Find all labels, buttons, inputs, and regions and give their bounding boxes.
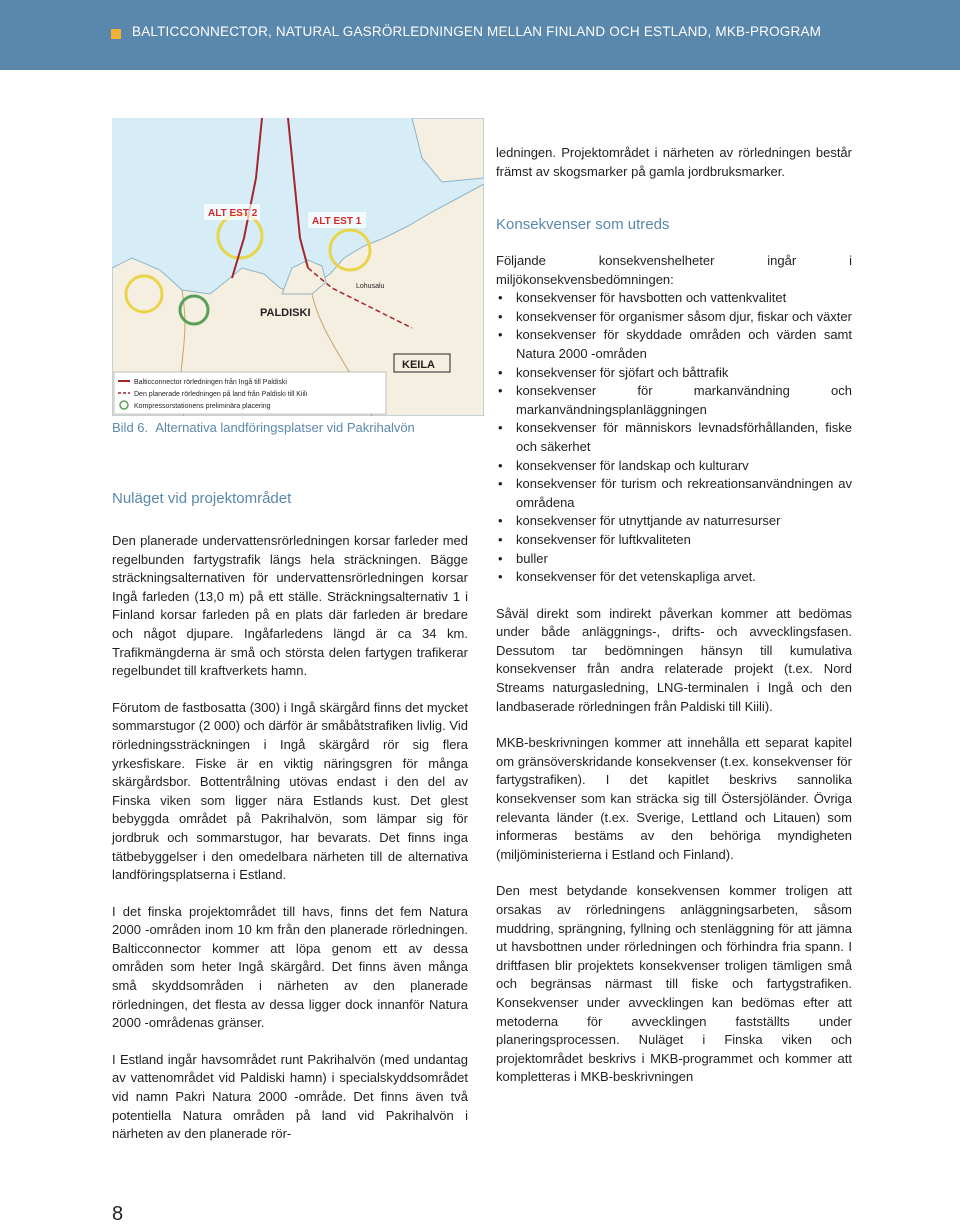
list-item: • konsekvenser för skyddade områden och värden samt Natura 2000 -områden	[496, 326, 852, 363]
caption-label: Bild 6.	[112, 420, 149, 435]
left-paragraph-2: Förutom de fastbosatta (300) i Ingå skärgård finns det mycket sommarstugor (2 000) och därför är småbåtstrafiken livlig. Vid rörledningssträckningen i Ingå skärgård rör sig flera yrkesfiskare. Fiske är en viktig näringsgren för många skärgårdsbor. Bottentrålning utövas endast i den del av Finska viken som ligger nära Estlands kust. Det glest bebyggda området på Pakrihalvön, som lämpar sig för jordbruk och sommarstugor, har bevarats. Det finns inga tätbebyggelser i den omedelbara närheten till de alternativa landföringsplatserna i Estland.	[112, 699, 468, 883]
map-legend-item-3: Kompressorstationens preliminära placering	[134, 403, 271, 410]
list-intro: Följande konsekvenshelheter ingår i miljökonsekvensbedömningen:	[496, 253, 852, 287]
map-keila-label: KEILA	[402, 359, 435, 371]
header-band	[0, 0, 960, 70]
map-lohusalu-label: Lohusalu	[356, 283, 385, 290]
list-item: • konsekvenser för utnyttjande av naturresurser	[496, 512, 852, 531]
map-legend-item-1: Balticconnector rörledningen från Ingå till Paldiski	[134, 379, 287, 386]
list-item: • konsekvenser för markanvändning och markanvändningsplanläggningen	[496, 382, 852, 419]
right-column	[496, 252, 852, 1087]
list-item: • konsekvenser för organismer såsom djur, fiskar och växter	[496, 308, 852, 327]
list-item: • konsekvenser för landskap och kulturarv	[496, 457, 852, 476]
list-item: • konsekvenser för det vetenskapliga arvet.	[496, 568, 852, 587]
right-paragraph-3: Den mest betydande konsekvensen kommer troligen att orsakas av rörledningens anläggningsarbeten, såsom muddring, sprängning, fyllning och stenläggning för att jämna ut havsbottnen under rörledningen och förhindra fria spann. I driftfasen blir projektets konsekvenser troligen tämligen små och begränsas närmast till fiske och fartygstrafiken. Konsekvenser under avvecklingen kan bedömas efter att metoderna för avvecklingen fastställts under planeringsprocessen. Nuläget i Finska viken och projektområdet beskrivs i MKB-programmet och kommer att kompletteras i MKB-beskrivningen	[496, 883, 852, 1085]
list-item: • konsekvenser för luftkvaliteten	[496, 531, 852, 550]
map-legend-item-2: Den planerade rörledningen på land från Paldiski till Kiili	[134, 391, 308, 398]
right-paragraph-2: MKB-beskrivningen kommer att innehålla ett separat kapitel om gränsöverskridande konsekvenser (t.ex. konsekvenser för fartygstrafiken). I det kapitlet beskrivs sannolika konsekvenser som kan sträcka sig till Östersjöländer. Övriga relevanta länder (t.ex. Sverige, Lettland och Litauen) som informeras bestäms av den behöriga myndigheten (miljöministerierna i Estland och Finland).	[496, 735, 852, 862]
map-svg	[112, 118, 484, 416]
document-title: BALTICCONNECTOR, NATURAL GASRÖRLEDNINGEN MELLAN FINLAND OCH ESTLAND, MKB-PROGRAM	[132, 24, 822, 39]
left-column	[112, 532, 468, 1144]
map-paldiski-label: PALDISKI	[260, 307, 311, 319]
list-item: • buller	[496, 550, 852, 569]
figure-caption	[112, 419, 468, 438]
list-item: • konsekvenser för sjöfart och båttrafik	[496, 364, 852, 383]
left-paragraph-3: I det finska projektområdet till havs, finns det fem Natura 2000 -områden inom 10 km från den planerade rörledningen. Balticconnector kommer att löpa genom ett av dessa områden som heter Ingå skärgård. Det finns även många små skyddsområden i närheten av den planerade rörledningen, det flesta av dessa ligger dock innanför Natura 2000 -områdenas gränser.	[112, 903, 468, 1031]
caption-text: Alternativa landföringsplatser vid Pakrihalvön	[155, 420, 415, 435]
list-item: • konsekvenser för människors levnadsförhållanden, fiske och säkerhet	[496, 419, 852, 456]
consequence-list	[496, 289, 852, 587]
map-alt2-label: ALT EST 2	[208, 208, 258, 219]
page-number: 8	[112, 1203, 124, 1225]
right-section-heading: Konsekvenser som utreds	[496, 216, 670, 233]
header-accent-square	[111, 29, 121, 39]
list-item: • konsekvenser för havsbotten och vattenkvalitet	[496, 289, 852, 308]
list-item: • konsekvenser för turism och rekreationsanvändningen av områdena	[496, 475, 852, 512]
right-intro-paragraph: ledningen. Projektområdet i närheten av rörledningen består främst av skogsmarker på gamla jordbruksmarker.	[496, 145, 852, 179]
left-section-heading: Nuläget vid projektområdet	[112, 490, 292, 507]
right-column-intro	[496, 144, 852, 181]
map-alt1-label: ALT EST 1	[312, 216, 362, 227]
left-paragraph-4: I Estland ingår havsområdet runt Pakrihalvön (med undantag av vattenområdet vid Paldiski hamn) i specialskyddsområdet vid namn Pakri Natura 2000 -område. Det finns även två potentiella Natura områden på land vid Pakrihalvön i närheten av den planerade rör-	[112, 1051, 468, 1142]
right-paragraph-1: Såväl direkt som indirekt påverkan kommer att bedömas under både anläggnings-, drifts- och avvecklingsfasen. Dessutom tar bedömningen hänsyn till kumulativa konsekvenser från andra relaterade projekt (t.ex. Nord Streams naturgasledning, LNG-terminalen i Ingå och den landbaserade rörledningen från Paldiski till Kiili).	[496, 605, 852, 714]
map-figure	[112, 118, 484, 416]
left-paragraph-1: Den planerade undervattensrörledningen korsar farleder med regelbunden fartygstrafik längs hela sträckningen. Bägge sträckningsalternativen för undervattensrörledningen korsar Ingå farleden (13,0 m) på ett ställe. Sträckningsalternativ 1 i Finland korsar farleden på en plats där farleden är bredare och något djupare. Ingåfarledens längd är ca 34 km. Trafikmängderna är små och största delen fartygen trafikerar regelbundet till kraftverkets hamn.	[112, 533, 468, 679]
